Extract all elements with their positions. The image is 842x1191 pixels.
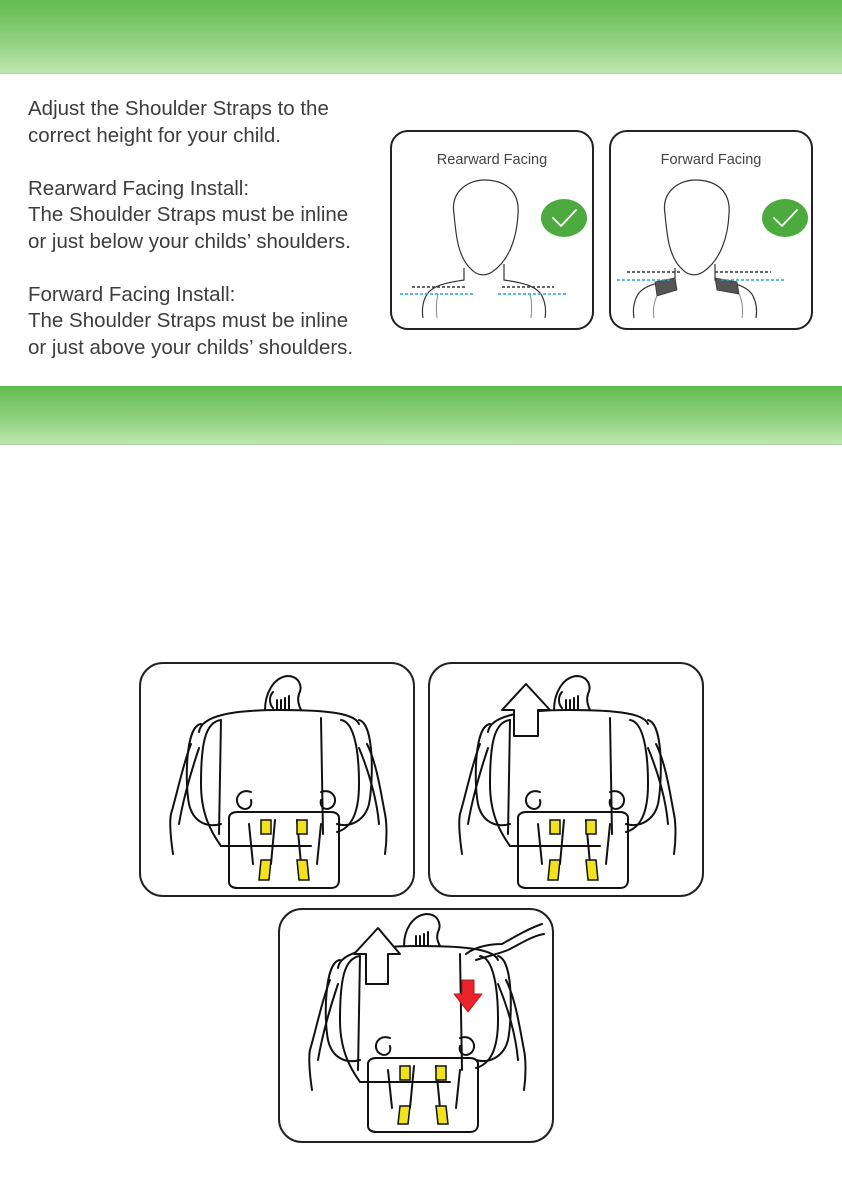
panel-title: Forward Facing (660, 152, 762, 168)
panel-title: Rearward Facing (436, 152, 548, 168)
instruction-line: The Shoulder Straps must be inline (28, 203, 349, 226)
car-seat-drawing (280, 910, 554, 1143)
check-circle-icon (541, 199, 587, 237)
header-band (0, 0, 842, 74)
harness-buckle-strap (259, 820, 309, 880)
instructions-text (28, 96, 388, 361)
check-circle-icon (762, 199, 808, 237)
seat-illustration-default (139, 662, 415, 897)
car-seat-drawing (430, 664, 704, 897)
instruction-line: or just above your childs’ shoulders. (28, 335, 354, 359)
instruction-line: The Shoulder Straps must be inline (28, 309, 349, 332)
down-arrow-icon (454, 980, 482, 1012)
seat-illustration-lift-headrest (428, 662, 704, 897)
car-seat-drawing (141, 664, 415, 897)
instruction-line: Adjust the Shoulder Straps to the (28, 97, 329, 120)
forward-facing-panel (609, 130, 813, 330)
seat-illustration-adjust-straps (278, 908, 554, 1143)
instruction-line: or just below your childs’ shoulders. (28, 229, 351, 253)
harness-buckle-strap (548, 820, 598, 880)
harness-buckle-strap (398, 1066, 448, 1124)
forward-heading: Forward Facing Install: (28, 282, 236, 306)
child-shoulders-illustration (392, 132, 594, 330)
child-shoulders-illustration (611, 132, 813, 330)
rearward-facing-panel (390, 130, 594, 330)
section-band (0, 386, 842, 445)
instruction-line: correct height for your child. (28, 123, 281, 147)
rear-heading: Rearward Facing Install: (28, 176, 250, 200)
